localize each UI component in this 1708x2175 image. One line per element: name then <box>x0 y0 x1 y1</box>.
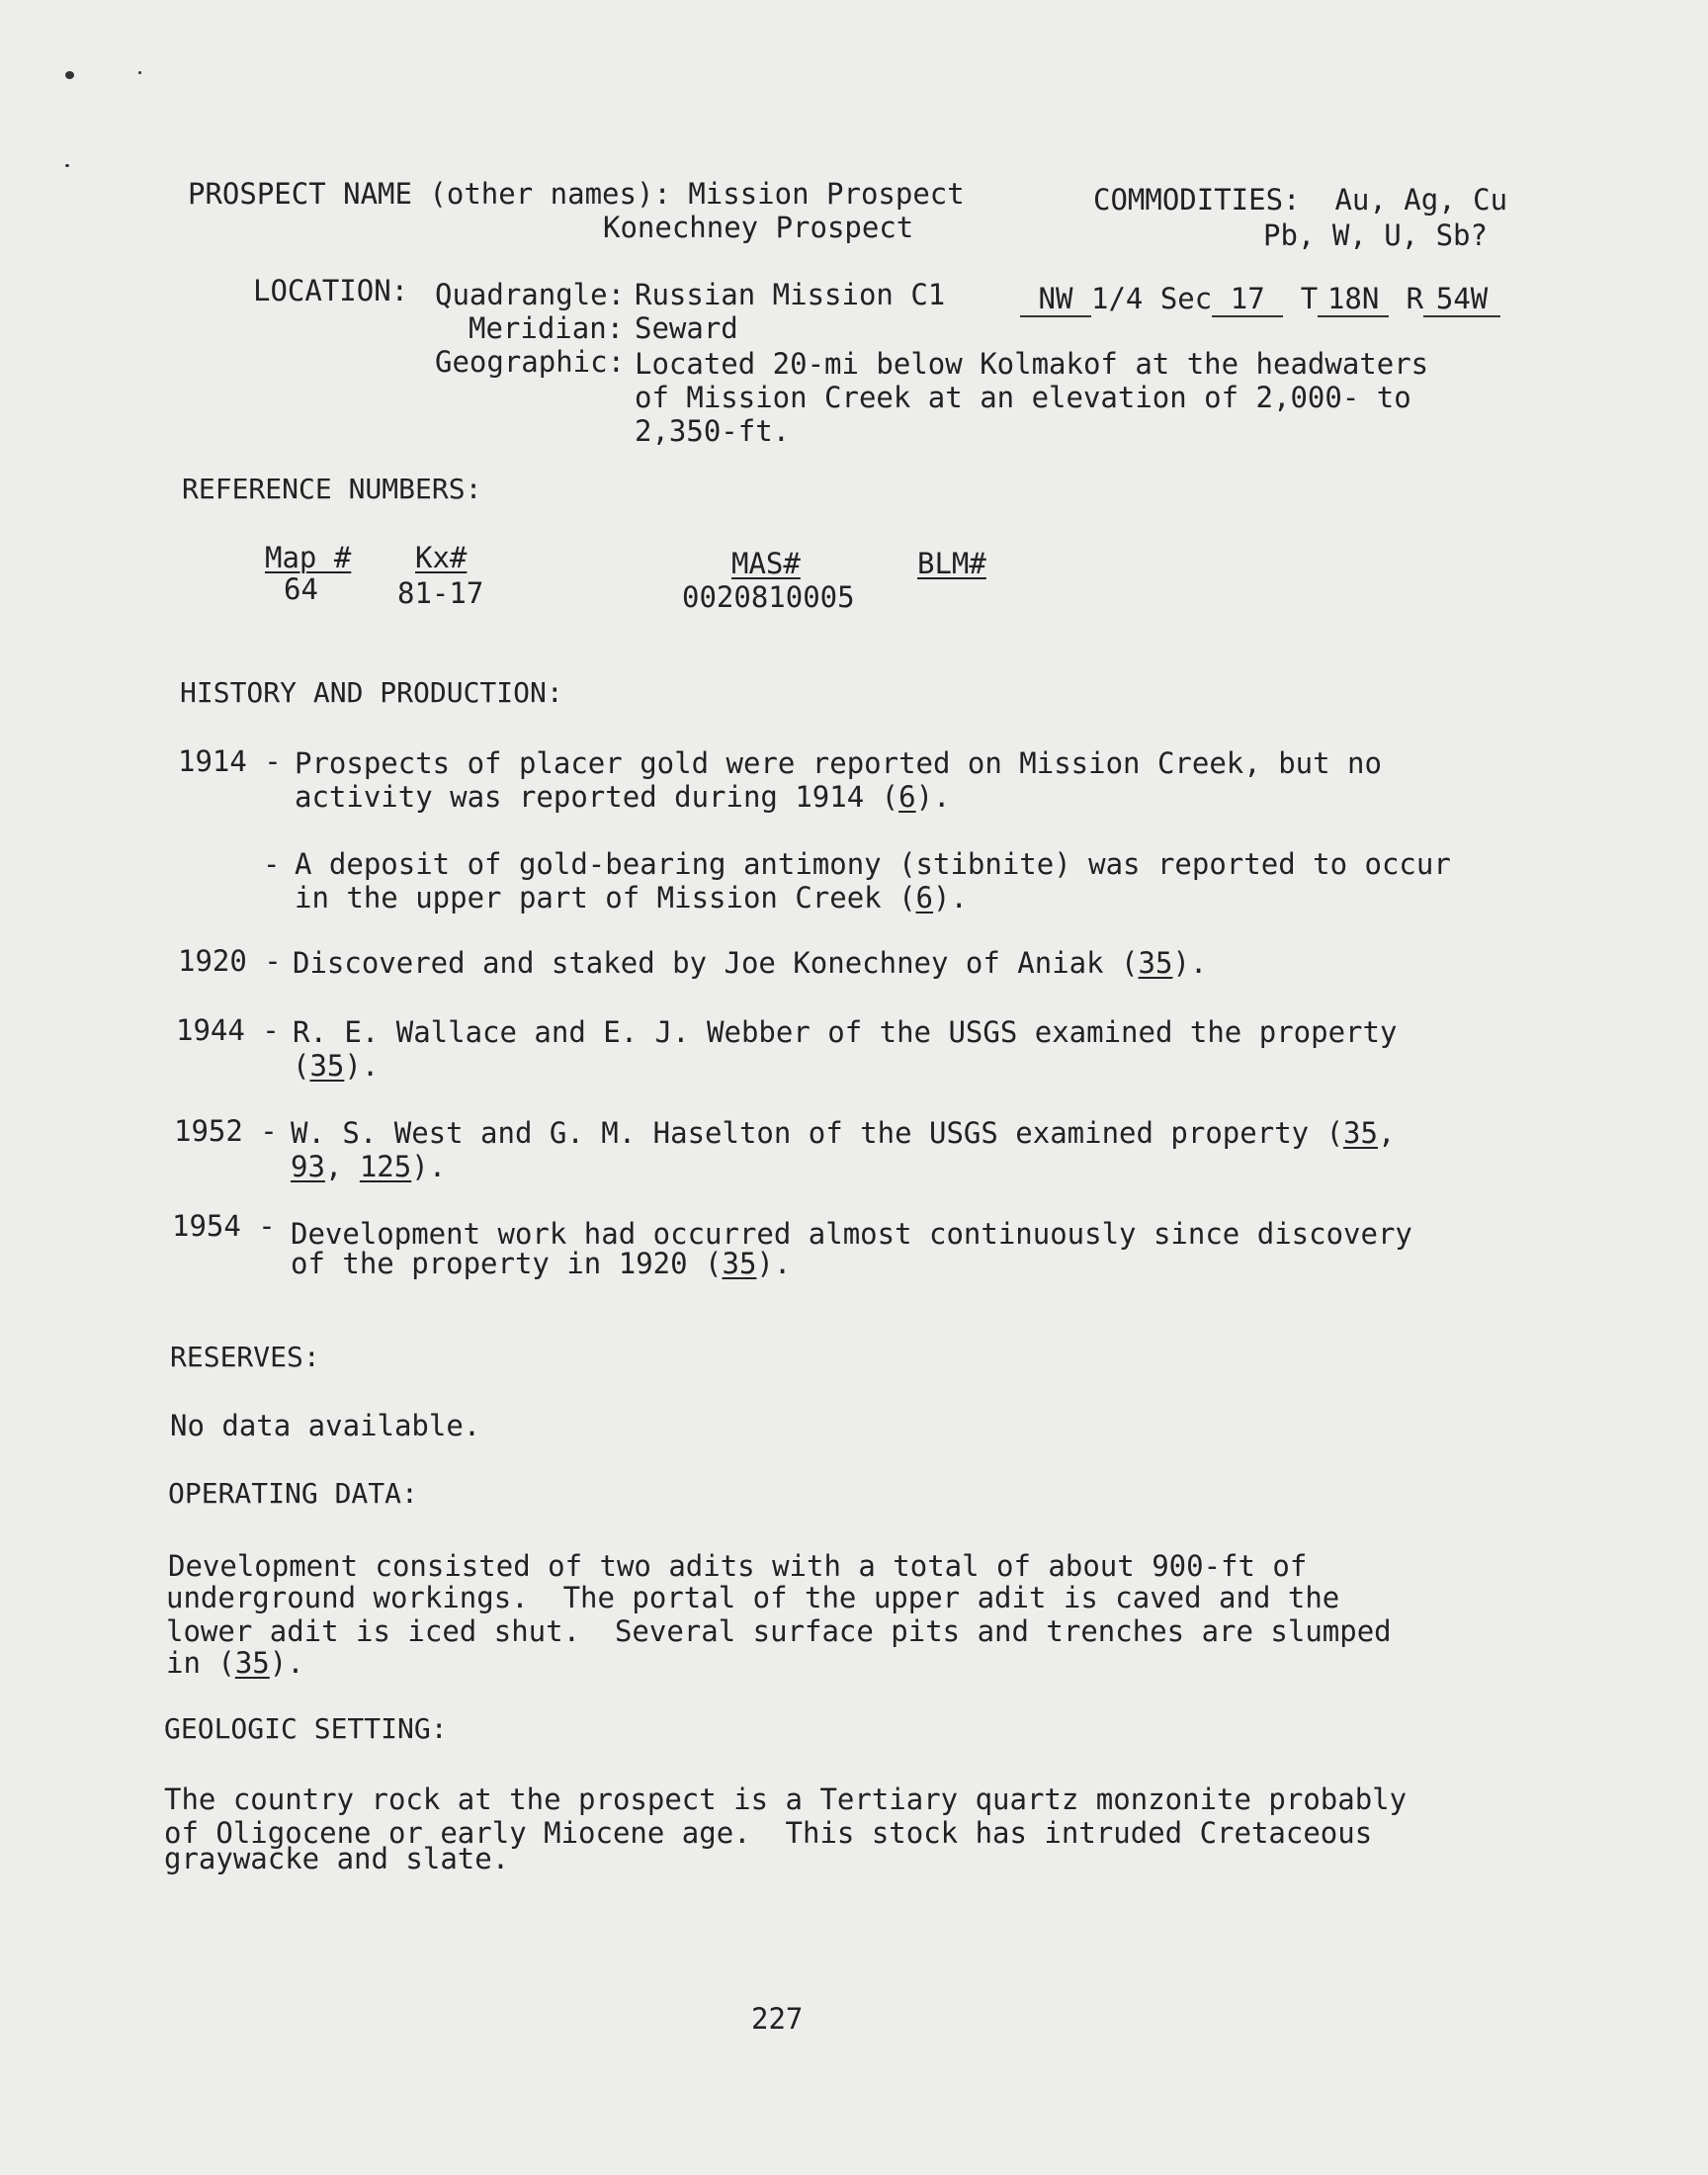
township-row <box>1020 283 1500 317</box>
scan-speck <box>65 164 69 167</box>
reserves-heading: RESERVES: <box>170 1341 320 1373</box>
history-entry-text: (35). <box>293 1049 380 1083</box>
history-entry-text: A deposit of gold-bearing antimony (stibnite) was reported to occur <box>295 847 1451 881</box>
prospect-name-label: PROSPECT NAME (other names): <box>188 177 671 211</box>
geographic-label: Geographic: <box>435 345 626 379</box>
citation-ref: 6 <box>915 881 934 914</box>
quadrangle-value: Russian Mission C1 <box>635 278 946 311</box>
reserves-text: No data available. <box>170 1409 481 1442</box>
geographic-line: Located 20-mi below Kolmakof at the headwaters <box>635 347 1429 381</box>
history-entry-text: activity was reported during 1914 (6). <box>295 780 951 814</box>
history-entry-text: Prospects of placer gold were reported on Mission Creek, but no <box>295 746 1382 780</box>
range-value: 54W <box>1423 283 1500 317</box>
operating-data-line: underground workings. The portal of the upper adit is caved and the <box>166 1581 1340 1614</box>
operating-data-heading: OPERATING DATA: <box>168 1477 418 1510</box>
citation-ref: 35 <box>1138 946 1173 980</box>
meridian-value: Seward <box>635 311 738 345</box>
geographic-line: 2,350-ft. <box>635 414 791 448</box>
page-number: 227 <box>751 2002 804 2036</box>
quarter-value: NW <box>1020 283 1091 317</box>
history-entry-text: in the upper part of Mission Creek (6). <box>295 881 968 914</box>
map-number-label: Map # <box>265 541 352 574</box>
kx-number-value: 81-17 <box>397 576 484 610</box>
scan-speck <box>138 71 141 74</box>
history-year: 1944 - <box>176 1013 280 1047</box>
map-number-value: 64 <box>284 572 318 606</box>
prospect-name-row <box>188 178 965 211</box>
citation-ref: 35 <box>1343 1116 1378 1150</box>
operating-data-line: lower adit is iced shut. Several surface pits and trenches are slumped <box>166 1614 1392 1648</box>
geologic-setting-line: The country rock at the prospect is a Tertiary quartz monzonite probably <box>164 1783 1408 1816</box>
operating-data-line: in (35). <box>166 1646 304 1680</box>
township-label: T <box>1300 282 1319 315</box>
geologic-setting-heading: GEOLOGIC SETTING: <box>164 1712 448 1745</box>
history-dash: - <box>263 847 281 881</box>
mas-number-value: 0020810005 <box>682 580 855 614</box>
commodities-line-2: Pb, W, U, Sb? <box>1263 218 1488 252</box>
meridian-label: Meridian: <box>469 311 625 345</box>
history-year: 1954 - <box>172 1209 276 1243</box>
citation-ref: 125 <box>359 1150 412 1183</box>
citation-ref: 93 <box>291 1150 325 1183</box>
commodities-row <box>1093 184 1507 217</box>
commodities-label: COMMODITIES: <box>1093 183 1301 217</box>
geologic-setting-line: of Oligocene or early Miocene age. This stock has intruded Cretaceous <box>164 1816 1373 1850</box>
scan-speck <box>65 71 74 79</box>
kx-number-label: Kx# <box>415 541 468 574</box>
range-label: R <box>1406 282 1424 315</box>
prospect-name-primary: Mission Prospect <box>688 177 965 211</box>
operating-data-line: Development consisted of two adits with a total of about 900-ft of <box>168 1549 1308 1583</box>
history-year: 1920 - <box>178 944 282 978</box>
history-entry-text: W. S. West and G. M. Haselton of the USGS examined property (35, <box>291 1116 1396 1150</box>
history-heading: HISTORY AND PRODUCTION: <box>180 676 563 709</box>
history-entry-text: 93, 125). <box>291 1150 447 1183</box>
quarter-suffix: 1/4 Sec <box>1091 282 1213 315</box>
prospect-name-alt: Konechney Prospect <box>603 211 914 244</box>
quadrangle-label: Quadrangle: <box>435 278 626 311</box>
citation-ref: 35 <box>722 1247 757 1280</box>
citation-ref: 6 <box>898 780 916 814</box>
township-value: 18N <box>1318 283 1389 317</box>
history-entry-text: R. E. Wallace and E. J. Webber of the USGS examined the property <box>293 1015 1398 1049</box>
history-entry-text: Development work had occurred almost continuously since discovery <box>291 1217 1412 1251</box>
history-entry-text: Discovered and staked by Joe Konechney of Aniak (35). <box>293 946 1208 980</box>
reference-numbers-heading: REFERENCE NUMBERS: <box>182 473 482 505</box>
citation-ref: 35 <box>234 1646 270 1680</box>
citation-ref: 35 <box>309 1049 345 1083</box>
history-entry-text: of the property in 1920 (35). <box>291 1247 792 1280</box>
history-year: 1914 - <box>178 744 282 778</box>
section-value: 17 <box>1212 283 1283 317</box>
commodities-line-1: Au, Ag, Cu <box>1334 183 1508 217</box>
geologic-setting-line: graywacke and slate. <box>164 1842 510 1875</box>
location-label: LOCATION: <box>253 274 409 307</box>
geographic-line: of Mission Creek at an elevation of 2,000- to <box>635 381 1411 414</box>
mas-number-label: MAS# <box>731 547 801 580</box>
blm-number-label: BLM# <box>917 547 986 580</box>
history-year: 1952 - <box>174 1114 278 1148</box>
